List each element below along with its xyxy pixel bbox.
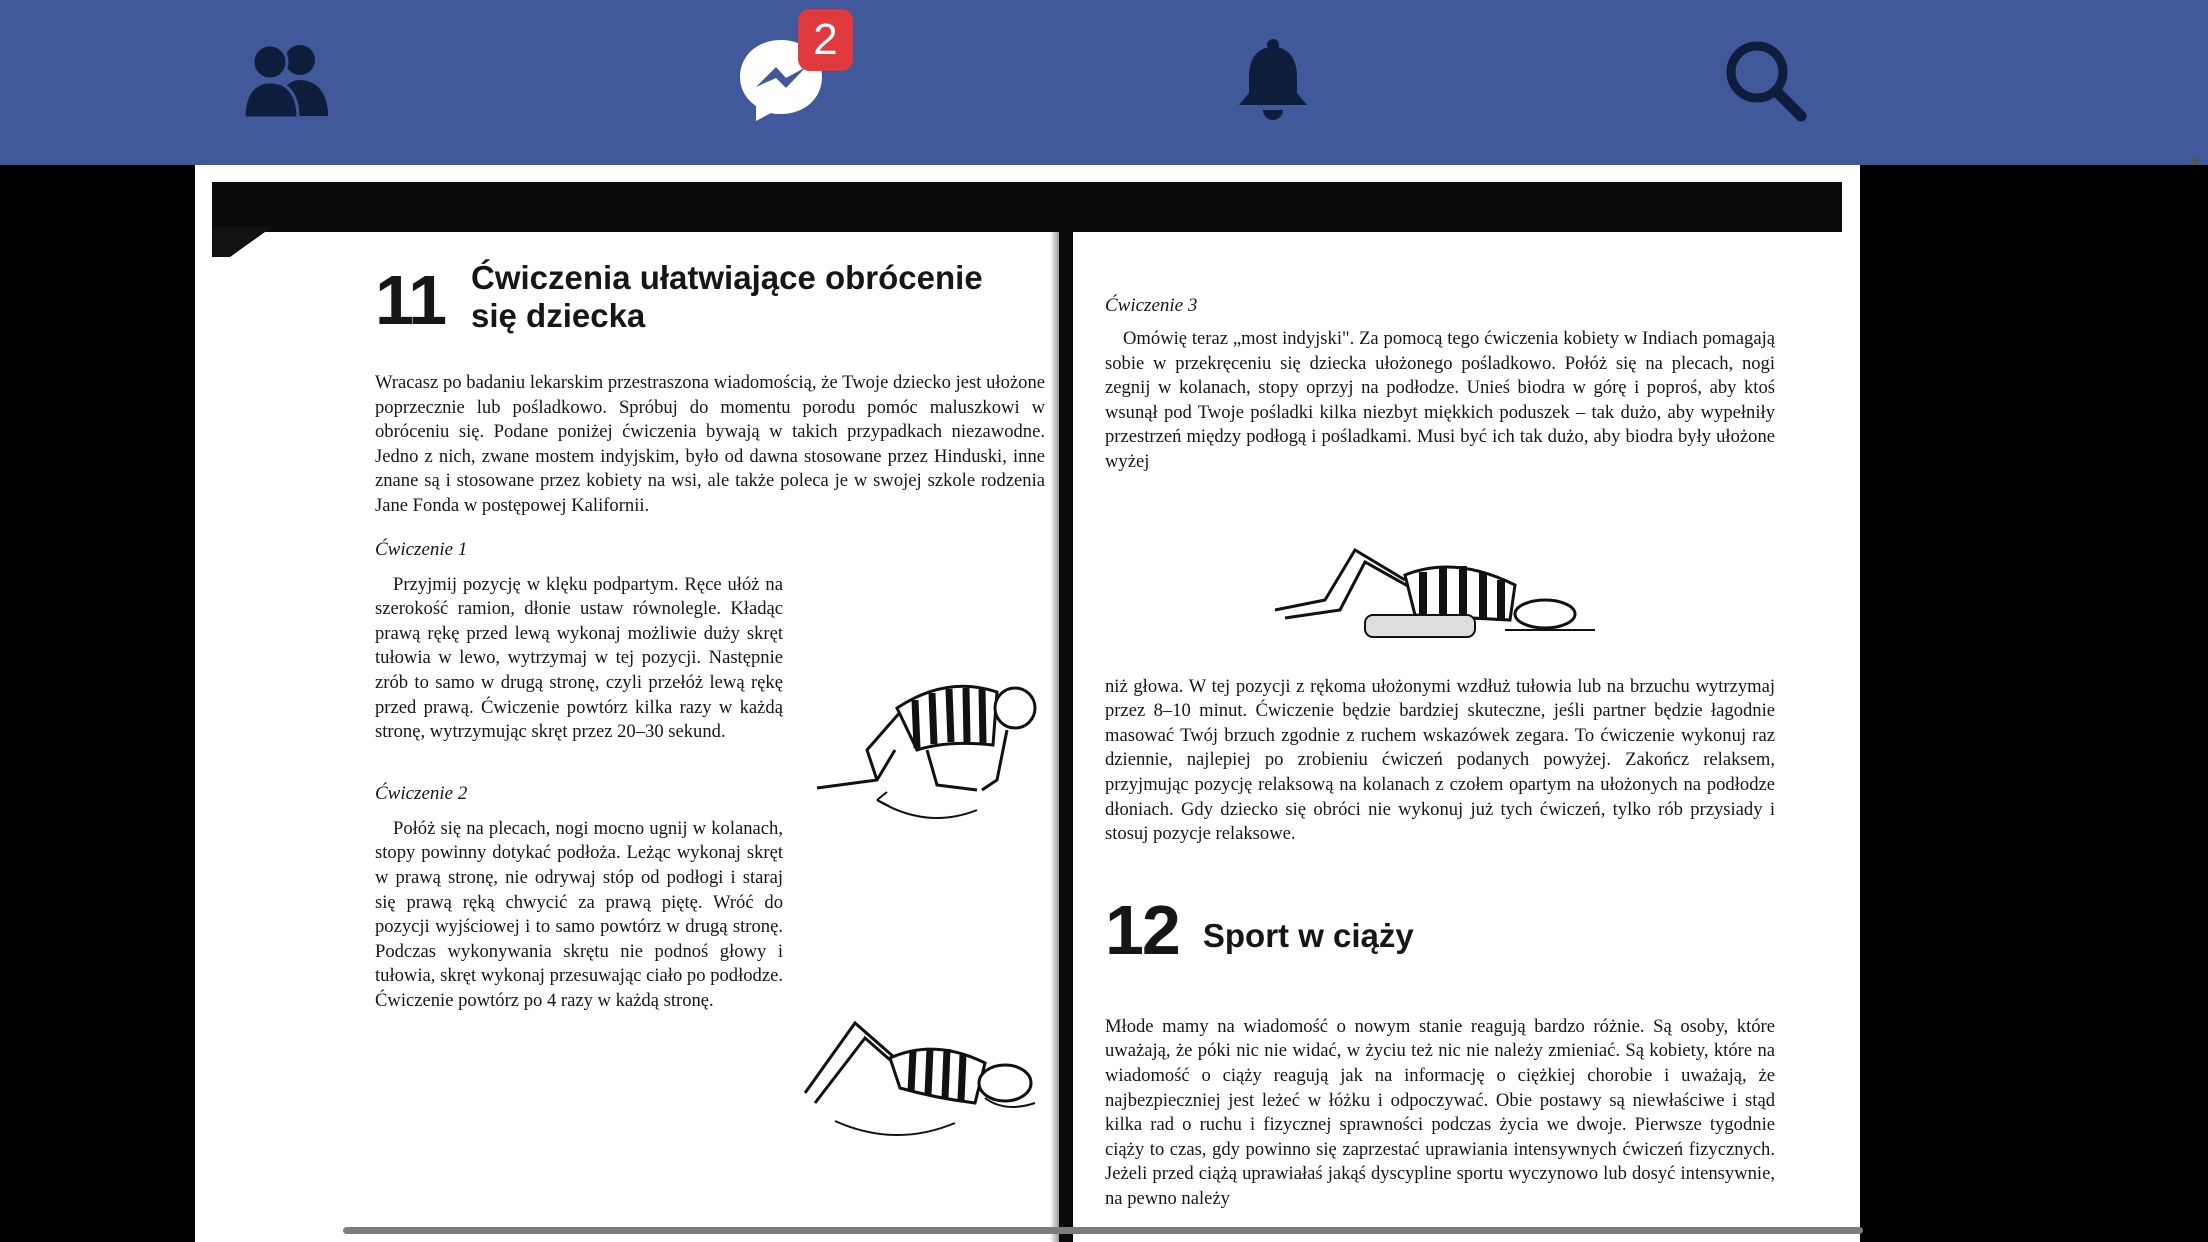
chapter-title: Sport w ciąży (1202, 916, 1414, 954)
exercise-2-text: Połóż się na plecach, nogi mocno ugnij w kolanach, stopy powinny dotykać podłoża. Leżąc wykonaj skręt w prawą stronę, nie odrywaj stóp od podłogi i staraj się prawą ręką chwycić za prawą piętę. Wróć do pozycji wyjściowej i to samo powtórz w drugą stronę. Podczas wykonywania skrętu nie podnoś głowy i tułowia, skręt wykonaj przesuwając ciało po podłodze. Ćwiczenie powtórz po 4 razy w każdą stronę. (375, 817, 783, 1011)
chapter-number: 11 (375, 261, 445, 339)
sport-chapter-text: Młode mamy na wiadomość o nowym stanie reagują bardzo różnie. Są osoby, które uważają, że póki nic nie widać, w życiu też nic nie należy zmieniać. Są kobiety, które na wiadomość o ciąży reagują jak na informację o ciężkiej chorobie i uważają, że najbezpieczniej jest leżeć w łóżku i odpoczywać. Obie postawy są niewłaściwe i stąd kilka rad o ruchu i fizycznej sprawności podczas życia we dwoje. Pierwsze tygodnie ciąży to czas, gdy powinno się zaprzestać uprawiania intensywnych ćwiczeń fizycznych. Jeżeli przed ciążą uprawiałaś jakąś dyscypline sportu wyczynowo lub dosyć intensywnie, na pewno należy (1105, 1015, 1775, 1209)
chapter-12-heading (1105, 890, 1775, 969)
book-spine-shadow (1050, 232, 1059, 1242)
exercise-3-illustration (1265, 530, 1605, 645)
chapter-title-line1: Ćwiczenia ułatwiające obrócenie (471, 259, 983, 296)
exercise-2-title: Ćwiczenie 2 (375, 782, 468, 804)
friends-icon (244, 42, 330, 118)
exercise-3-title: Ćwiczenie 3 (1105, 295, 1198, 316)
exercise-2-illustration (795, 1003, 1045, 1143)
horizontal-scrollbar[interactable] (343, 1227, 1863, 1234)
scan-corner-shadow (212, 227, 272, 257)
notifications-button[interactable] (1208, 20, 1338, 140)
right-page (1105, 295, 1775, 1211)
exercise-1-text: Przyjmij pozycję w klęku podpartym. Ręce ułóż na szerokość ramion, dłonie ustaw równolegle. Kładąc prawą rękę przed lewą wykonaj możliwie duży skręt tułowia w lewo, wytrzymaj w tej pozycji. Następnie zrób to samo w drugą stronę, czyli przełóż lewą rękę przed prawą. Ćwiczenie powtórz kilka razy w każdą stronę, wytrzymując skręt przez 20–30 sekund. (375, 573, 783, 743)
scanned-book-spread[interactable] (195, 165, 1860, 1242)
exercise-1-illustration (807, 670, 1047, 840)
search-icon (1723, 38, 1807, 122)
top-navigation-bar (0, 0, 2208, 165)
bell-icon (1235, 37, 1311, 123)
messenger-unread-badge: 2 (798, 9, 853, 71)
left-page (375, 259, 1045, 1013)
exercise-1-title: Ćwiczenie 1 (375, 538, 468, 560)
scan-top-border (212, 182, 1842, 232)
exercise-3-text: Omówię teraz „most indyjski". Za pomocą tego ćwiczenia kobiety w Indiach pomagają sobie w przekręceniu się dziecka ułożonego pośladkowo. Połóż się na plecach, nogi zegnij w kolanach, stopy oprzyj na podłodze. Unieś biodra w górę i poproś, aby ktoś wsunął pod Twoje pośladki kilka niezbyt miękkich poduszek – tak dużo, aby wypełniły przestrzeń między podłogą i pośladkami. Musi być ich tak dużo, aby biodra były ułożone wyżej (1105, 328, 1775, 472)
chapter-intro: Wracasz po badaniu lekarskim przestraszona wiadomością, że Twoje dziecko jest ułożone poprzecznie lub pośladkowo. Spróbuj do momentu porodu pomóc maluszkowi w obróceniu się. Podane poniżej ćwiczenia bywają w takich przypadkach niezawodne. Jedno z nich, zwane mostem indyjskim, było od dawna stosowane przez Hinduski, inne znane są i stosowane przez kobiety na wsi, ale także poleca je w swojej szkole rodzenia Jane Fonda w postępowej Kalifornii. (375, 372, 1045, 516)
search-button[interactable] (1700, 20, 1830, 140)
corner-mark (2192, 158, 2198, 164)
book-spine (1059, 232, 1073, 1242)
chapter-11-heading (375, 259, 1045, 339)
chapter-title-line2: się dziecka (471, 297, 646, 334)
chapter-number: 12 (1105, 890, 1179, 969)
exercise-3-text-continued: niż głowa. W tej pozycji z rękoma ułożonymi wzdłuż tułowia lub na brzuchu wytrzymaj przez 8–10 minut. Ćwiczenie będzie bardziej skuteczne, jeśli partner będzie łagodnie masować Twój brzuch zgodnie z ruchem wskazówek zegara. To ćwiczenie wykonuj raz dziennie, najlepiej po zrobieniu ćwiczeń podanych powyżej. Zakończ relaksem, przyjmując pozycję relaksową na kolanach z czołem opartym na ułożonych na podłodze dłoniach. Gdy dziecko się obróci nie wykonuj już tych ćwiczeń, tylko rób przysiady i stosuj pozycje relaksowe. (1105, 675, 1775, 845)
friends-button[interactable] (222, 20, 352, 140)
